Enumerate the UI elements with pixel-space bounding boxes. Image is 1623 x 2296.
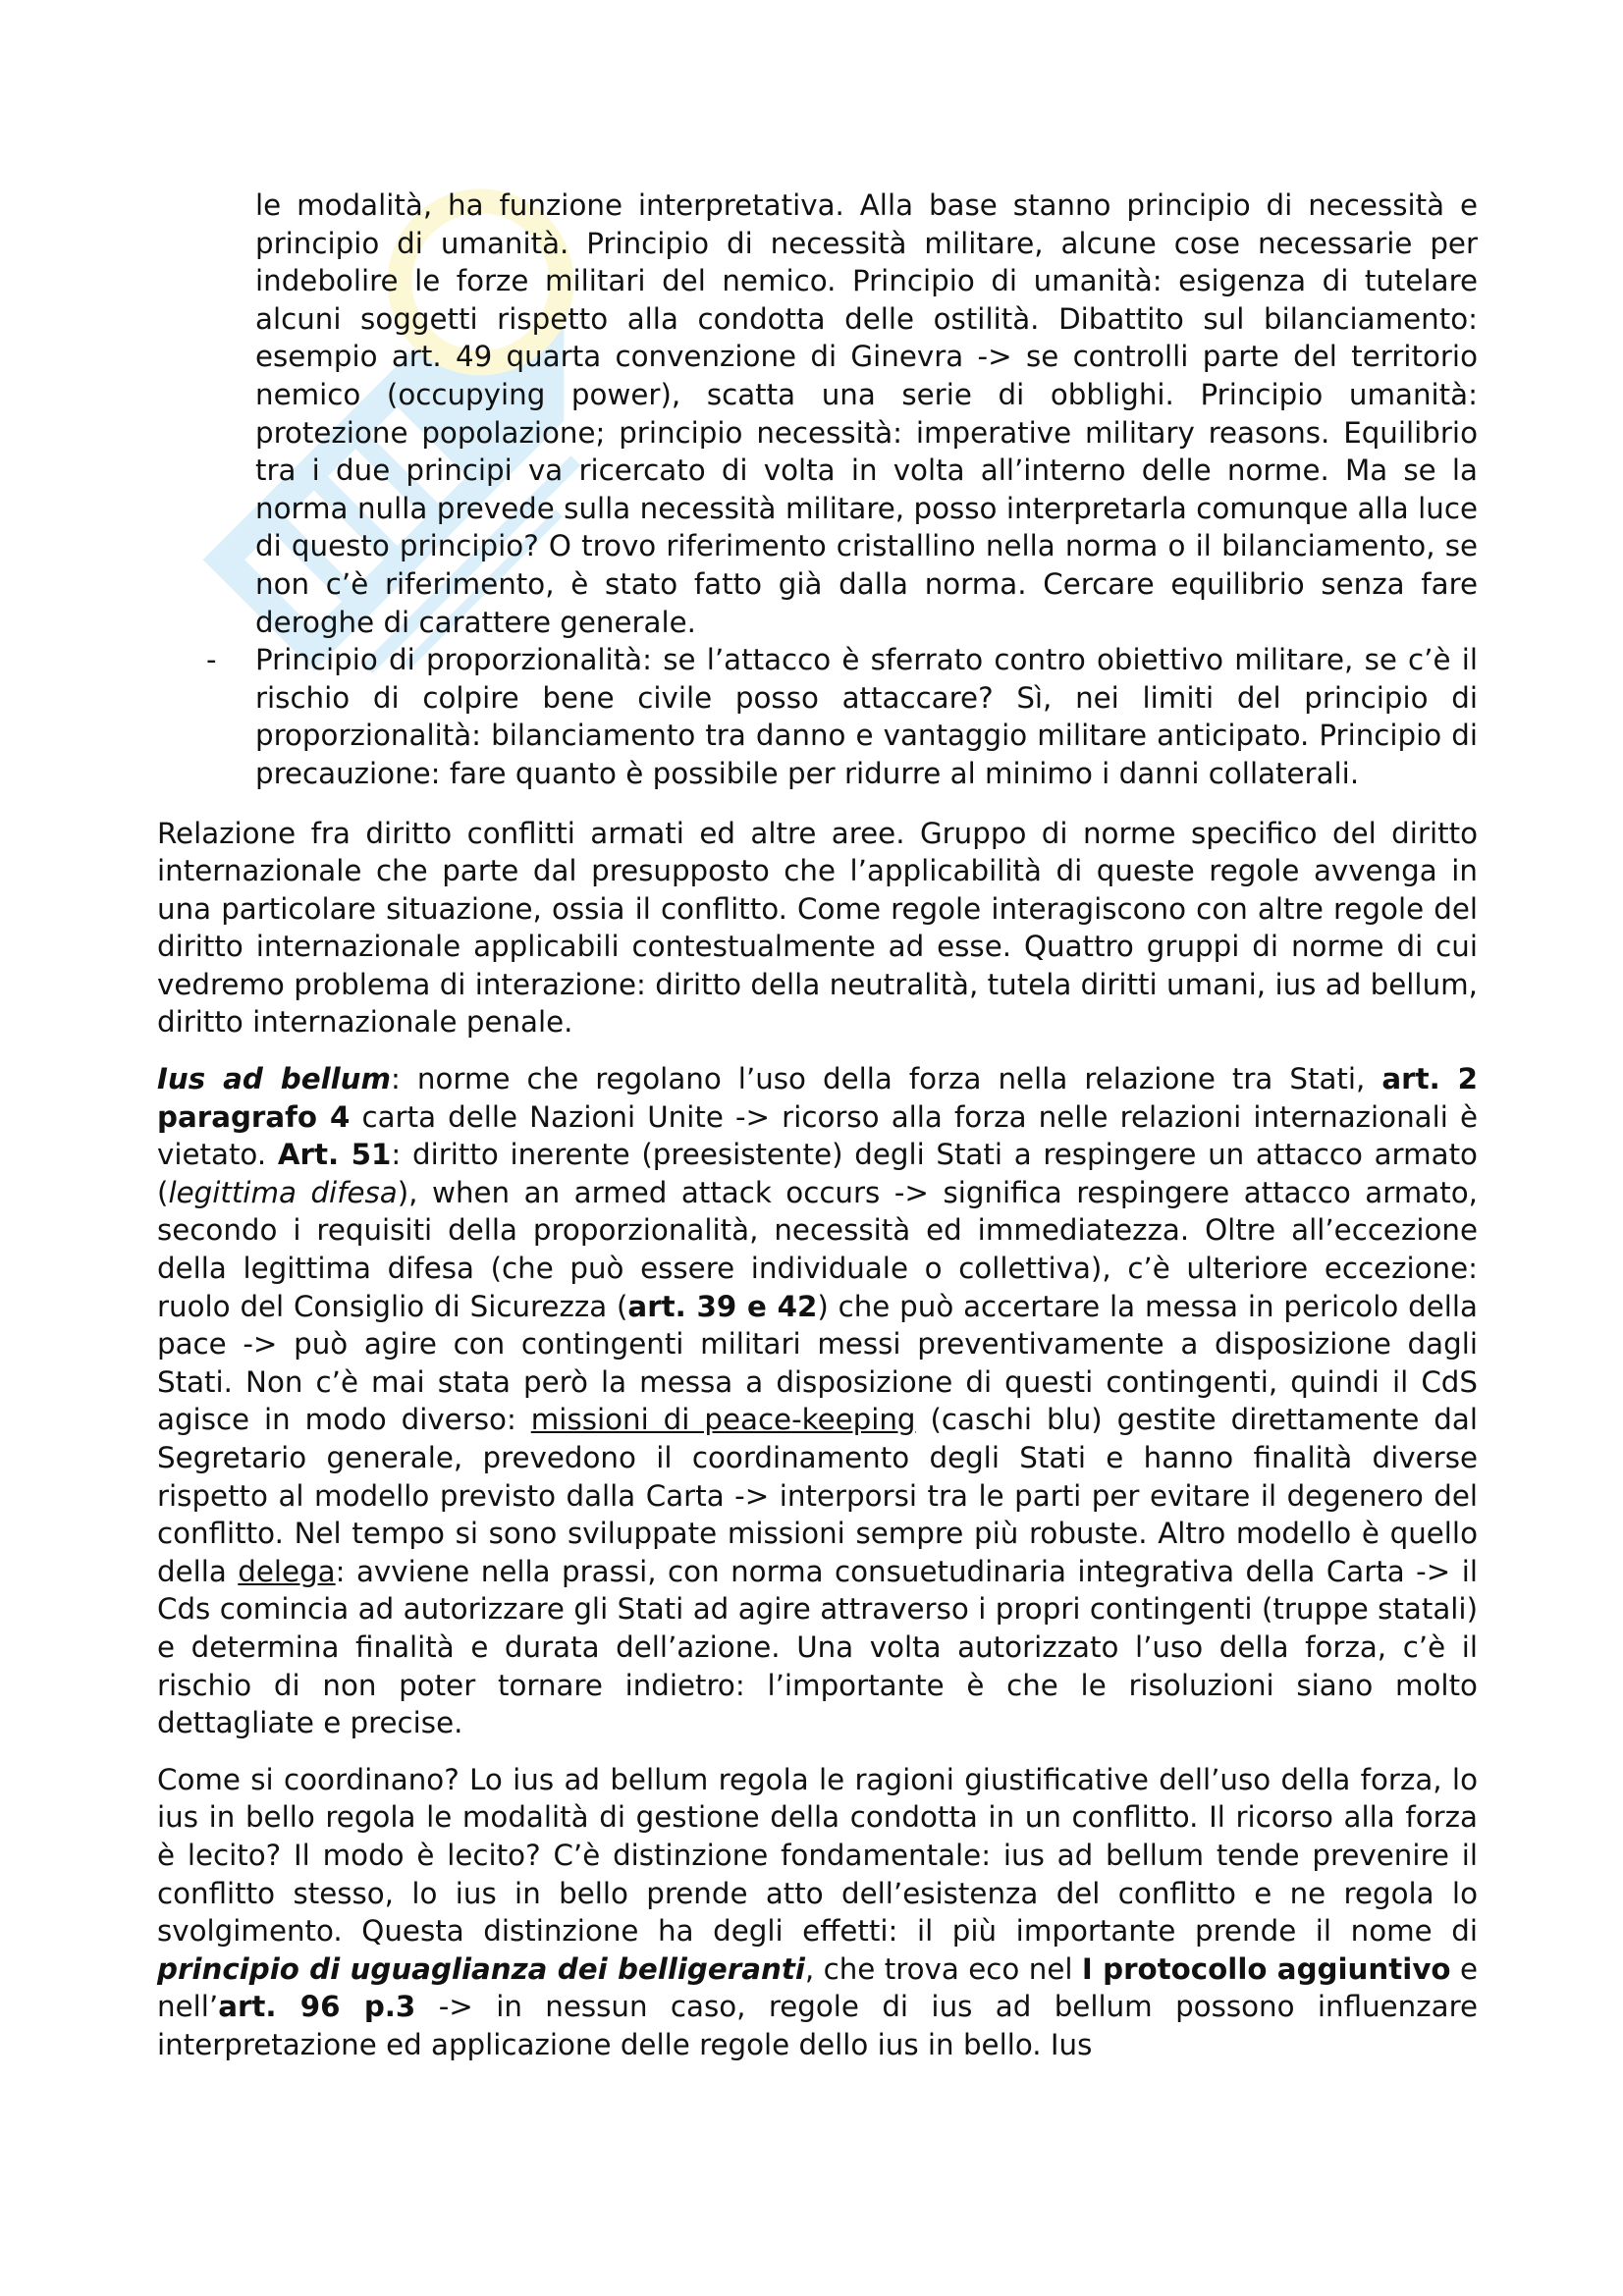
ref-art-39-42: art. 39 e 42 — [627, 1289, 818, 1323]
ref-protocollo-aggiuntivo: I protocollo aggiuntivo — [1081, 1951, 1451, 1986]
principles-list — [157, 187, 1478, 793]
document-page — [157, 187, 1478, 2083]
term-delega: delega — [238, 1554, 336, 1588]
term-legittima-difesa: legittima difesa — [168, 1175, 398, 1209]
ref-art-96: art. 96 p.3 — [218, 1990, 416, 2024]
bullet-dash: - — [206, 643, 217, 677]
term-missioni-peace-keeping: missioni di peace-keeping — [530, 1403, 916, 1437]
ref-art-51: Art. 51 — [277, 1138, 392, 1172]
term-principio-uguaglianza: principio di uguaglianza dei belligeranti — [157, 1951, 805, 1986]
ref-art-2: art. 2 paragrafo 4 — [157, 1062, 1479, 1134]
paragraph-relazione: Relazione fra diritto conflitti armati ed altre aree. Gruppo di norme specifico del diritto internazionale che parte dal presupposto che l’applicabilità di queste regole avvenga in una particolare situazione, ossia il conflitto. Come regole interagiscono con altre regole del diritto internazionale applicabili contestualmente ad esse. Quattro gruppi di norme di cui vedremo problema di interazione: diritto della neutralità, tutela diritti umani, ius ad bellum, diritto internazionale penale. — [157, 816, 1478, 1040]
paragraph-coordinamento: Come si coordinano? Lo ius ad bellum regola le ragioni giustificative dell’uso della forza, lo ius in bello regola le modalità di gestione della condotta in un conflitto. Il ricorso alla forza è lecito? Il modo è lecito? C’è distinzione fondamentale: ius ad bellum tende prevenire il conflitto stesso, lo ius in bello prende atto dell’esistenza del conflitto e ne regola lo svolgimento. Questa distinzione ha degli effetti: il più importante prende il nome di principio di uguaglianza dei belligeranti, che trova eco nel I protocollo aggiuntivo e nell’art. 96 p.3 -> in nessun caso, regole di ius ad bellum possono influenzare interpretazione ed applicazione delle regole dello ius in bello. Ius — [157, 1762, 1478, 2061]
paragraph-ius-ad-bellum: Ius ad bellum: norme che regolano l’uso della forza nella relazione tra Stati, art. 2 paragrafo 4 carta delle Nazioni Unite -> ricorso alla forza nelle relazioni internazionali è vietato. Art. 51: diritto inerente (preesistente) degli Stati a respingere un attacco armato (legittima difesa), when an armed attack occurs -> significa respingere attacco armato, secondo i requisiti della proporzionalità, necessità ed immediatezza. Oltre all’eccezione della legittima difesa (che può essere individuale o collettiva), c’è ulteriore eccezione: ruolo del Consiglio di Sicurezza (art. 39 e 42) che può accertare la messa in pericolo della pace -> può agire con contingenti militari messi preventivamente a disposizione dagli Stati. Non c’è mai stata però la messa a disposizione di questi contingenti, quindi il CdS agisce in modo diverso: missioni di peace-keeping (caschi blu) gestite direttamente dal Segretario generale, prevedono il coordinamento degli Stati e hanno finalità diverse rispetto al modello previsto dalla Carta -> interporsi tra le parti per evitare il degenero del conflitto. Nel tempo si sono sviluppate missioni sempre più robuste. Altro modello è quello della delega: avviene nella prassi, con norma consuetudinaria integrativa della Carta -> il Cds comincia ad autorizzare gli Stati ad agire attraverso i propri contingenti (truppe statali) e determina finalità e durata dell’azione. Una volta autorizzato l’uso della forza, c’è il rischio di non poter tornare indietro: l’importante è che le risoluzioni siano molto dettagliate e precise. — [157, 1062, 1479, 1740]
term-ius-ad-bellum: Ius ad bellum — [157, 1062, 392, 1096]
list-continuation-text: le modalità, ha funzione interpretativa. Alla base stanno principio di necessità e principio di umanità. Principio di necessità militare, alcune cose necessarie per indebolire le forze militari del nemico. Principio di umanità: esigenza di tutelare alcuni soggetti rispetto alla condotta delle ostilità. Dibattito sul bilanciamento: esempio art. 49 quarta convenzione di Ginevra -> se controlli parte del territorio nemico (occupying power), scatta una serie di obblighi. Principio umanità: protezione popolazione; principio necessità: imperative military reasons. Equilibrio tra i due principi va ricercato di volta in volta all’interno delle norme. Ma se la norma nulla prevede sulla necessità militare, posso interpretarla comunque alla luce di questo principio? O trovo riferimento cristallino nella norma o il bilanciamento, se non c’è riferimento, è stato fatto già dalla norma. Cercare equilibrio senza fare deroghe di carattere generale. — [255, 188, 1478, 639]
list-item-proporzionalita — [206, 641, 1478, 792]
bullet-item-text: Principio di proporzionalità: se l’attacco è sferrato contro obiettivo militare, se c’è il rischio di colpire bene civile posso attaccare? Sì, nei limiti del principio di proporzionalità: bilanciamento tra danno e vantaggio militare anticipato. Principio di precauzione: fare quanto è possibile per ridurre al minimo i danni collaterali. — [255, 643, 1478, 790]
